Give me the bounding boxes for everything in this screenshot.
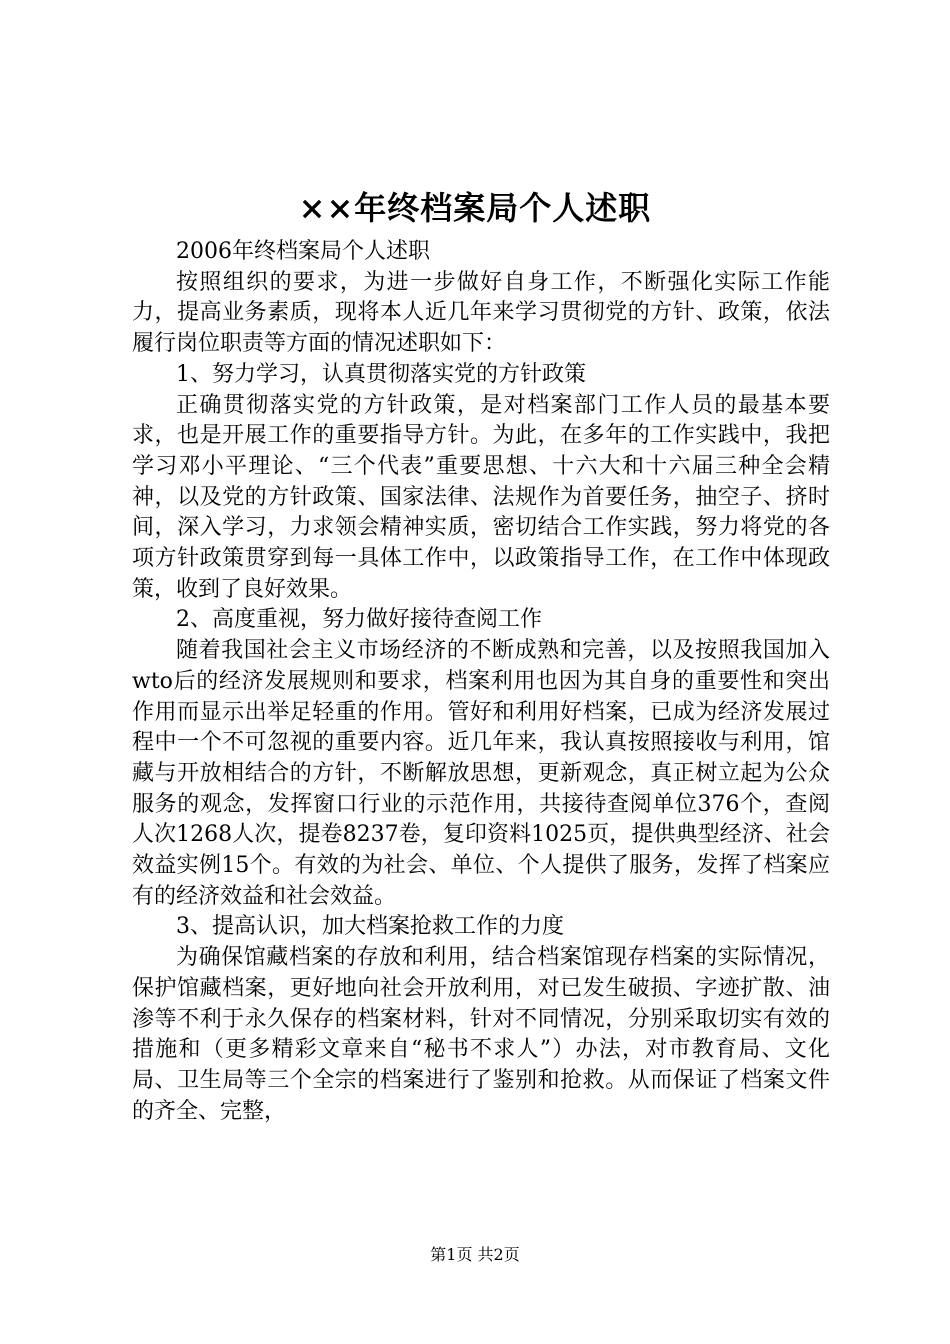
intro-paragraph: 按照组织的要求，为进一步做好自身工作，不断强化实际工作能力，提高业务素质，现将本人近几年来学习贯彻党的方针、政策，依法履行岗位职责等方面的情况述职如下： xyxy=(132,269,830,357)
section-paragraph-3: 为确保馆藏档案的存放和利用，结合档案馆现存档案的实际情况，保护馆藏档案，更好地向社会开放利用，对已发生破损、字迹扩散、油渗等不利于永久保存的档案材料，针对不同情况，分别采取切实有效的措施和（更多精彩文章来自“秘书不求人”）办法，对市教育局、文化局、卫生局等三个全宗的档案进行了鉴别和抢救。从而保证了档案文件的齐全、完整， xyxy=(132,945,830,1124)
document-body xyxy=(132,237,830,1127)
subtitle-paragraph: 2006年终档案局个人述职 xyxy=(176,239,430,264)
section-heading-1: 1、努力学习，认真贯彻落实党的方针政策 xyxy=(176,361,586,387)
section-heading-3: 3、提高认识，加大档案抢救工作的力度 xyxy=(176,914,564,940)
section-paragraph-1: 正确贯彻落实党的方针政策，是对档案部门工作人员的最基本要求，也是开展工作的重要指导方针。为此，在多年的工作实践中，我把学习邓小平理论、“三个代表”重要思想、十六大和十六届三种全会精神，以及党的方针政策、国家法律、法规作为首要任务，抽空子、挤时间，深入学习，力求领会精神实质，密切结合工作实践，努力将党的各项方针政策贯穿到每一具体工作中，以政策指导工作，在工作中体现政策，收到了良好效果。 xyxy=(132,392,830,602)
section-paragraph-2: 随着我国社会主义市场经济的不断成熟和完善，以及按照我国加入wto后的经济发展规则和要求，档案利用也因为其自身的重要性和突出作用而显示出举足轻重的作用。管好和利用好档案，已成为经济发展过程中一个不可忽视的重要内容。近几年来，我认真按照接收与利用，馆藏与开放相结合的方针，不断解放思想，更新观念，真正树立起为公众服务的观念，发挥窗口行业的示范作用，共接待查阅单位376个，查阅人次1268人次，提卷8237卷，复印资料1025页，提供典型经济、社会效益实例15个。有效的为社会、单位、个人提供了服务，发挥了档案应有的经济效益和社会效益。 xyxy=(132,638,830,909)
section-heading-2: 2、高度重视，努力做好接待查阅工作 xyxy=(176,607,542,633)
page-footer: 第1页 共2页 xyxy=(430,1245,520,1264)
document-title: ××年终档案局个人述职 xyxy=(298,189,652,227)
